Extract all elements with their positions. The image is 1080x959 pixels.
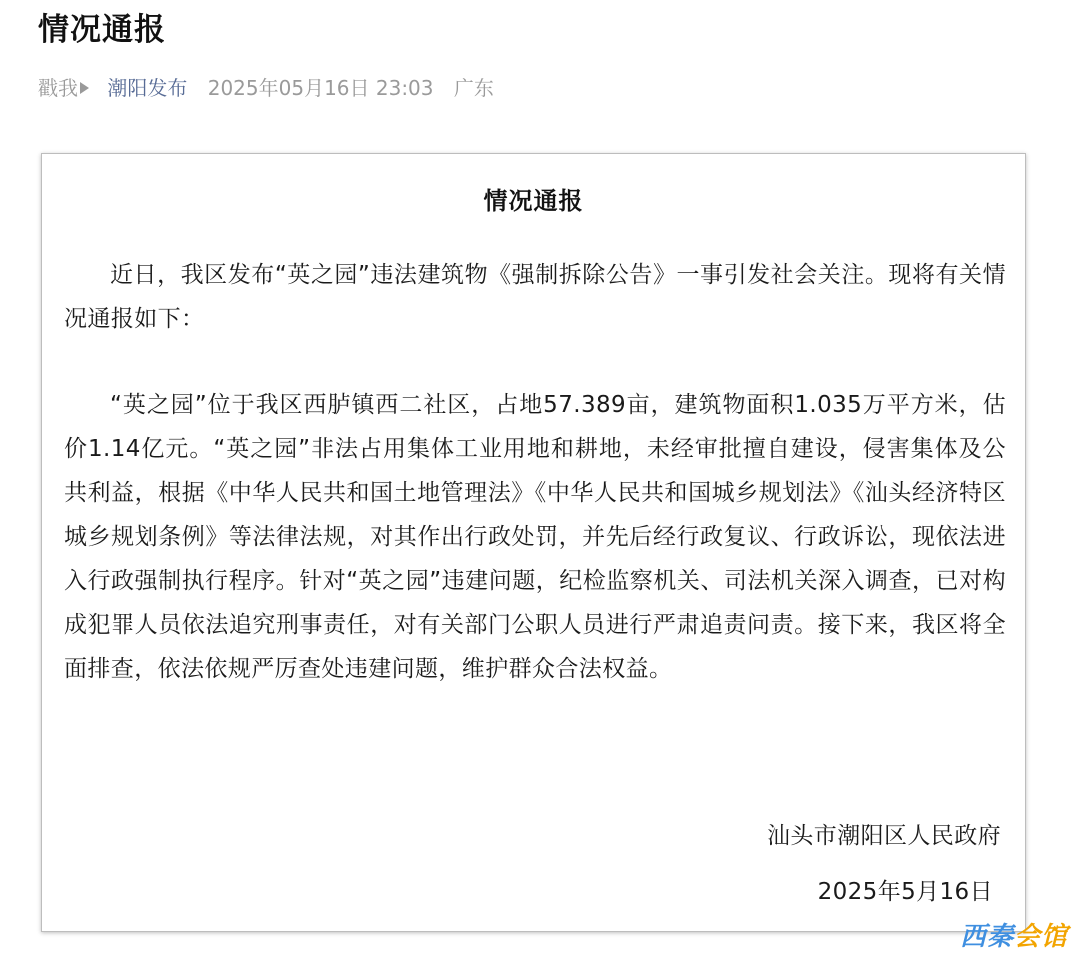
notice-image xyxy=(41,153,1026,932)
poke-label: 戳我 xyxy=(38,76,78,100)
publish-datetime: 2025年05月16日 23:03 xyxy=(207,76,434,100)
notice-paragraph-2: “英之园”位于我区西胪镇西二社区，占地57.389亩，建筑物面积1.035万平方米，估价1.14亿元。“英之园”非法占用集体工业用地和耕地，未经审批擅自建设，侵害集体及公共利益，根据《中华人民共和国土地管理法》《中华人民共和国城乡规划法》《汕头经济特区城乡规划条例》等法律法规，对其作出行政处罚，并先后经行政复议、行政诉讼，现依法进入行政强制执行程序。针对“英之园”违建问题，纪检监察机关、司法机关深入调查，已对构成犯罪人员依法追究刑事责任，对有关部门公职人员进行严肃追责问责。接下来，我区将全面排查，依法依规严厉查处违建问题，维护群众合法权益。 xyxy=(64,392,1006,682)
notice-signature: 汕头市潮阳区人民政府 xyxy=(767,823,1001,849)
article-title: 情况通报 xyxy=(38,12,166,48)
notice-paragraph-1: 近日，我区发布“英之园”违法建筑物《强制拆除公告》一事引发社会关注。现将有关情况通报如下： xyxy=(64,262,1006,332)
notice-heading: 情况通报 xyxy=(483,187,584,215)
poke-link[interactable] xyxy=(38,76,101,100)
watermark-part-2: 会馆 xyxy=(1013,922,1068,952)
publish-location: 广东 xyxy=(453,76,494,100)
account-name-link[interactable]: 潮阳发布 xyxy=(107,76,188,100)
watermark-part-1: 西秦 xyxy=(959,922,1014,952)
watermark-logo xyxy=(960,916,1068,953)
notice-date: 2025年5月16日 xyxy=(817,879,993,905)
play-arrow-icon xyxy=(80,82,89,94)
article-meta xyxy=(38,74,508,102)
